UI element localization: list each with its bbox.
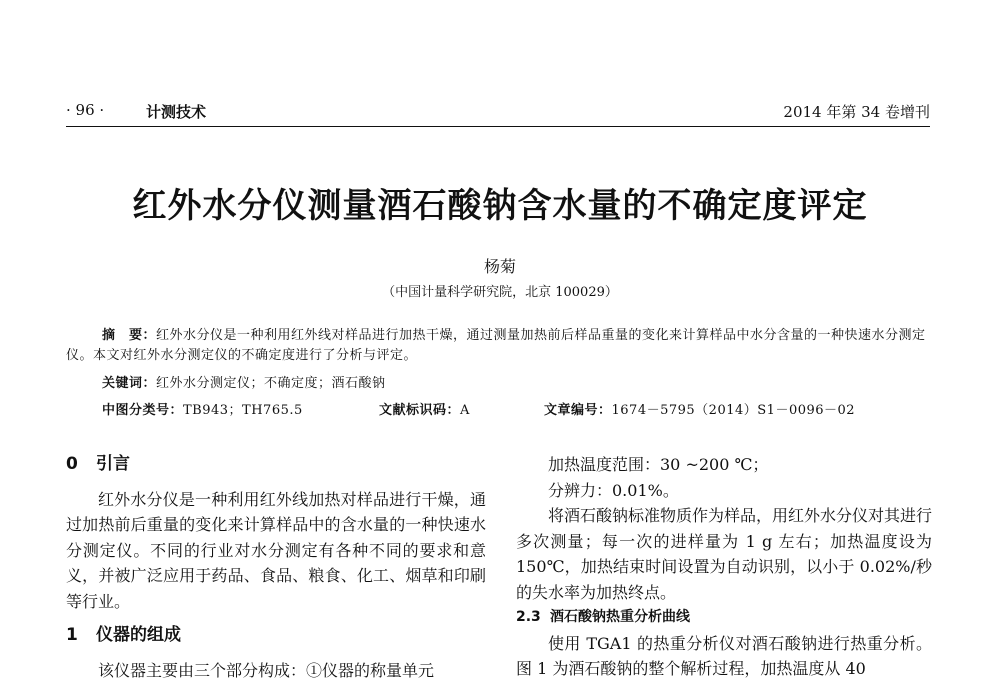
intro-paragraph: 红外水分仪是一种利用红外线加热对样品进行干燥，通过加热前后重量的变化来计算样品中的含水量的一种快速水分测定仪。不同的行业对水分测定有各种不同的要求和意义，并被广泛应用于药品、食品、粮食、化工、烟草和印刷等行业。 [66,489,486,611]
right-column [516,452,932,682]
abstract [66,326,931,366]
clc-value: TB943；TH765.5 [183,403,303,418]
keywords-label: 关键词： [102,376,157,391]
tga-paragraph: 使用 TGA1 的热重分析仪对酒石酸钠进行热重分析。图 1 为酒石酸钠的整个解析过程，加热温度从 40 [516,633,932,678]
section-2-3-title: 酒石酸钠热重分析曲线 [550,609,690,625]
spec-temperature: 加热温度范围：30 ~200 ℃； [548,455,769,474]
spec-resolution: 分辨力：0.01%。 [548,480,679,500]
section-0-heading [66,452,486,478]
method-paragraph: 将酒石酸钠标准物质作为样品，用红外水分仪对其进行多次测量；每一次的进样量为 1 g 左右；加热温度设为 150℃，加热结束时间设置为自动识别，以小于 0.02%/秒的失水率为加热终点。 [516,506,933,602]
section-1-number: 1 [66,625,78,645]
journal-name: 计测技术 [146,103,207,121]
classification-line [66,401,967,421]
issue-info: 2014 年第 34 卷增刊 [783,103,930,121]
keywords-text: 红外水分测定仪；不确定度；酒石酸钠 [156,376,386,391]
running-header [66,101,930,123]
affiliation: （中国计量科学研究院，北京 100029） [382,285,618,300]
paper-title: 红外水分仪测量酒石酸钠含水量的不确定度评定 [132,186,868,226]
page-number: · 96 · [66,101,105,119]
abstract-text: 红外水分仪是一种利用红外线对样品进行加热干燥，通过测量加热前后样品重量的变化来计算样品中水分含量的一种快速水分测定仪。本文对红外水分测定仪的不确定度进行了分析与评定。 [66,328,926,363]
doc-code-value: A [460,403,470,418]
section-0-title: 引言 [96,454,130,474]
section-2-3-heading [516,605,932,631]
keywords [66,374,967,394]
section-1-heading [66,623,486,649]
section-2-3-number: 2.3 [516,609,541,625]
header-rule [66,126,930,127]
abstract-label: 摘 要： [102,328,157,343]
doc-code-label: 文献标识码： [379,403,461,418]
section-1-paragraph: 该仪器主要由三个部分构成：①仪器的称量单元 [98,660,435,680]
article-number-label: 文章编号： [544,403,612,418]
article-number-value: 1674－5795（2014）S1－0096－02 [611,403,856,418]
section-0-number: 0 [66,454,78,474]
clc-label: 中图分类号： [102,403,184,418]
section-1-title: 仪器的组成 [96,625,181,645]
author: 杨菊 [483,257,516,276]
left-column [66,452,486,683]
